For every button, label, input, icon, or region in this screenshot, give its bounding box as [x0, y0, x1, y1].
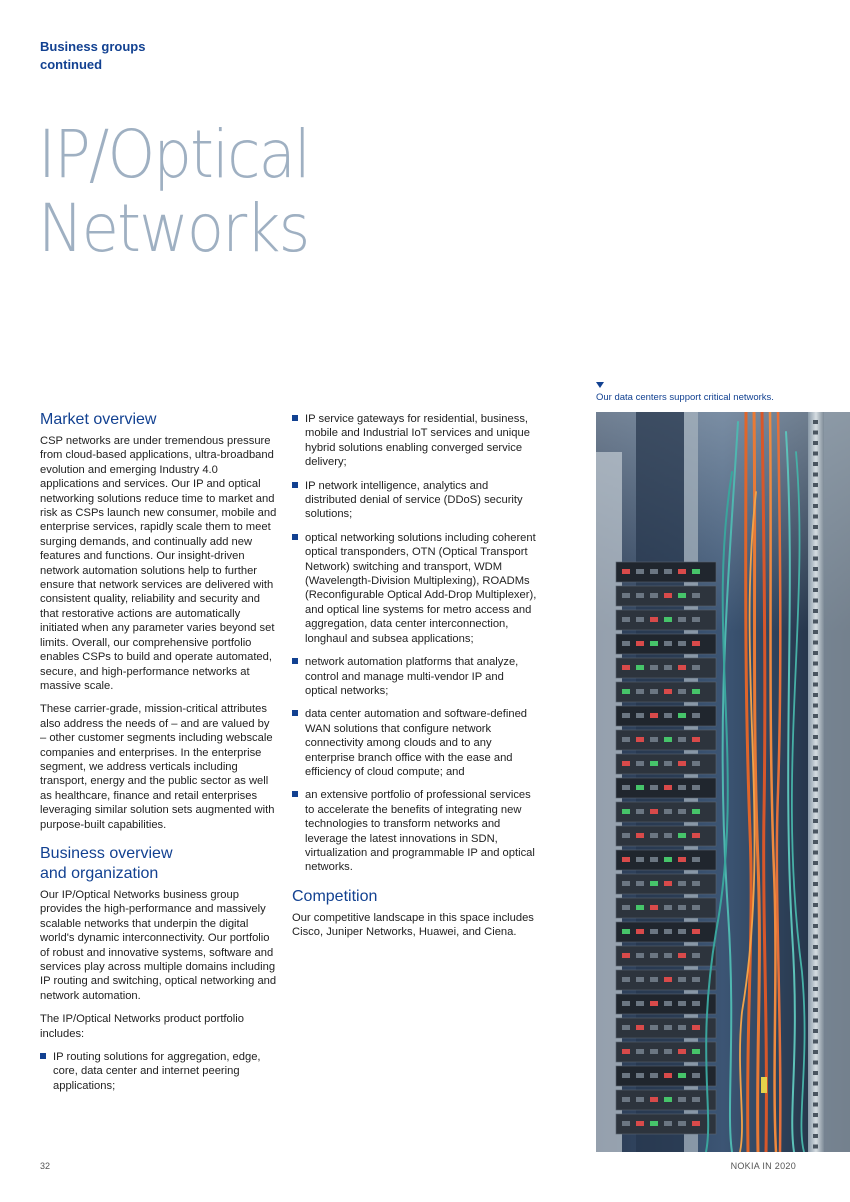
server-led — [678, 665, 686, 670]
rail-hole — [813, 924, 818, 928]
server-led — [678, 1073, 686, 1078]
rail-hole — [813, 1113, 818, 1117]
server-led — [636, 569, 644, 574]
report-name: NOKIA IN 2020 — [730, 1161, 796, 1171]
business-overview-heading-line2: and organization — [40, 864, 159, 882]
market-overview-para2: These carrier-grade, mission-critical attributes also address the needs of – and are valued by – other customer segments including webscale companies and enterprises. In the enterprise segment, we address verticals including transport, energy and the public sector as well as healthcare, finance and retail enterprises leveraging similar solution sets augmented with purpose-built capabilities. — [40, 703, 275, 831]
business-overview-para1: Our IP/Optical Networks business group provides the high-performance and massively scalable networks that underpin the digital world's dynamic interconnectivity. Our portfolio of robust and innovative systems, software and services play across multiple domains including IP routing and switching, optical networking and network automation. — [40, 888, 277, 1002]
server-led — [678, 1001, 686, 1006]
portfolio-list-left — [40, 1050, 278, 1093]
rail-hole — [813, 1029, 818, 1033]
rail-hole — [813, 735, 818, 739]
server-led — [622, 1097, 630, 1102]
rail-hole — [813, 557, 818, 561]
rail-hole — [813, 704, 818, 708]
server-led — [650, 953, 658, 958]
server-led — [664, 905, 672, 910]
server-led — [636, 1097, 644, 1102]
server-led — [650, 1001, 658, 1006]
server-led — [692, 905, 700, 910]
server-led — [636, 1049, 644, 1054]
server-led — [692, 785, 700, 790]
rail-hole — [813, 725, 818, 729]
server-led — [636, 833, 644, 838]
rail-hole — [813, 693, 818, 697]
rail-hole — [813, 504, 818, 508]
server-led — [622, 833, 630, 838]
server-led — [650, 641, 658, 646]
server-led — [622, 857, 630, 862]
page-number: 32 — [40, 1161, 51, 1171]
server-led — [622, 1121, 630, 1126]
rail-hole — [813, 893, 818, 897]
rail-hole — [813, 1061, 818, 1065]
rail-hole — [813, 1124, 818, 1128]
page-title-line2: Networks — [38, 190, 309, 267]
server-led — [650, 761, 658, 766]
server-led — [636, 857, 644, 862]
list-item: IP network intelligence, analytics and distributed denial of service (DDoS) security solutions; — [292, 479, 538, 522]
rail-hole — [813, 1092, 818, 1096]
rail-hole — [813, 452, 818, 456]
rail-hole — [813, 1145, 818, 1149]
bullet-square-icon — [40, 1053, 46, 1059]
rail-hole — [813, 798, 818, 802]
server-led — [664, 593, 672, 598]
server-led — [678, 569, 686, 574]
server-led — [636, 1001, 644, 1006]
server-led — [636, 905, 644, 910]
server-led — [678, 905, 686, 910]
server-led — [636, 881, 644, 886]
server-led — [636, 617, 644, 622]
rail-hole — [813, 1050, 818, 1054]
server-led — [650, 857, 658, 862]
rail-hole — [813, 788, 818, 792]
server-led — [692, 1049, 700, 1054]
rail-hole — [813, 609, 818, 613]
server-led — [636, 641, 644, 646]
list-item: data center automation and software-defined WAN solutions that configure network connectivity among clouds and to any enterprise branch office with the ease and efficiency of cloud compute; and — [292, 707, 538, 779]
page-title-line1: IP/Optical — [38, 116, 310, 193]
server-led — [678, 929, 686, 934]
rail-hole — [813, 620, 818, 624]
server-led — [664, 1001, 672, 1006]
server-led — [678, 761, 686, 766]
rail-hole — [813, 515, 818, 519]
rail-hole — [813, 882, 818, 886]
rail-hole — [813, 830, 818, 834]
rail-hole — [813, 641, 818, 645]
server-led — [650, 1097, 658, 1102]
server-led — [636, 761, 644, 766]
rail-hole — [813, 1071, 818, 1075]
server-led — [664, 617, 672, 622]
server-led — [650, 737, 658, 742]
server-led — [678, 857, 686, 862]
rail-hole — [813, 431, 818, 435]
server-led — [622, 737, 630, 742]
server-led — [650, 1049, 658, 1054]
server-led — [678, 881, 686, 886]
server-led — [692, 1121, 700, 1126]
server-led — [650, 977, 658, 982]
server-led — [678, 833, 686, 838]
server-led — [622, 593, 630, 598]
business-overview-para2: The IP/Optical Networks product portfolio includes: — [40, 1013, 244, 1040]
server-led — [664, 857, 672, 862]
rail-hole — [813, 935, 818, 939]
bullet-square-icon — [292, 482, 298, 488]
competition-heading: Competition — [292, 887, 378, 905]
list-item: optical networking solutions including coherent optical transponders, OTN (Optical Transport Network) switching and transport, WDM (Wavelength-Division Multiplexing), ROADMs (Reconfigurable Optical Add-Drop Multiplexer), and optical line systems for metro access and aggregation, data center interconnection, longhaul and subsea applications; — [292, 531, 538, 646]
server-led — [622, 569, 630, 574]
rail-hole — [813, 1103, 818, 1107]
rail-hole — [813, 777, 818, 781]
server-led — [622, 1073, 630, 1078]
portfolio-list-right — [292, 412, 538, 875]
server-led — [622, 929, 630, 934]
server-led — [664, 1073, 672, 1078]
server-led — [692, 713, 700, 718]
server-led — [636, 977, 644, 982]
bullet-square-icon — [292, 658, 298, 664]
section-tag-line2: continued — [40, 57, 103, 72]
server-led — [622, 713, 630, 718]
competition-para: Our competitive landscape in this space includes Cisco, Juniper Networks, Huawei, and Ciena. — [292, 911, 534, 939]
server-led — [664, 881, 672, 886]
server-led — [692, 929, 700, 934]
server-led — [664, 977, 672, 982]
rail-hole — [813, 819, 818, 823]
rail-hole — [813, 966, 818, 970]
server-led — [678, 689, 686, 694]
bullet-square-icon — [292, 534, 298, 540]
rail-hole — [813, 851, 818, 855]
rail-hole — [813, 473, 818, 477]
rail-hole — [813, 914, 818, 918]
rail-hole — [813, 767, 818, 771]
server-led — [664, 569, 672, 574]
rail-hole — [813, 746, 818, 750]
server-led — [664, 665, 672, 670]
server-led — [692, 737, 700, 742]
server-led — [692, 1073, 700, 1078]
server-led — [692, 1097, 700, 1102]
server-led — [664, 1097, 672, 1102]
server-led — [678, 977, 686, 982]
server-led — [636, 785, 644, 790]
rail-hole — [813, 809, 818, 813]
middle-column — [292, 412, 538, 949]
rail-hole — [813, 567, 818, 571]
server-led — [664, 713, 672, 718]
rail-hole — [813, 651, 818, 655]
server-led — [664, 929, 672, 934]
server-led — [622, 617, 630, 622]
rail-hole — [813, 1082, 818, 1086]
server-led — [636, 929, 644, 934]
server-led — [636, 953, 644, 958]
server-led — [622, 689, 630, 694]
rail-hole — [813, 756, 818, 760]
data-center-photo — [596, 412, 850, 1152]
server-led — [664, 641, 672, 646]
server-led — [622, 881, 630, 886]
server-led — [622, 1001, 630, 1006]
rail-hole — [813, 525, 818, 529]
server-led — [636, 1025, 644, 1030]
server-led — [650, 833, 658, 838]
server-led — [636, 689, 644, 694]
market-overview-para1: CSP networks are under tremendous pressure from cloud-based applications, ultra-broadband evolution and emerging Industry 4.0 applications and services. Our IP and optical networking solutions reduce time to market and risk as CSPs launch new consumer, mobile and enterprise services, rapidly scale them to meet surging demands, and continually add new features and functions. Our insight-driven network automation solutions help to further ensure that network services are delivered with consistent quality, reliability and security and that restorative actions are automatically initiated when any parameter varies beyond set limits. Overall, our comprehensive portfolio enables CSPs to build and operate automated, secure, and high-performance networks at massive scale. — [40, 435, 277, 692]
server-led — [664, 1121, 672, 1126]
business-overview-heading-line1: Business overview — [40, 844, 173, 862]
rail-hole — [813, 536, 818, 540]
server-led — [678, 809, 686, 814]
rail-hole — [813, 420, 818, 424]
server-led — [636, 593, 644, 598]
list-item: an extensive portfolio of professional services to accelerate the benefits of integrating new technologies to transform networks and leverage the latest innovations in SDN, virtualization and programmable IP and optical networks. — [292, 788, 538, 874]
server-led — [622, 977, 630, 982]
rail-hole — [813, 956, 818, 960]
server-led — [664, 761, 672, 766]
server-led — [692, 977, 700, 982]
rail-hole — [813, 683, 818, 687]
rail-hole — [813, 1008, 818, 1012]
server-led — [692, 881, 700, 886]
rail-hole — [813, 462, 818, 466]
server-led — [622, 1049, 630, 1054]
rail-hole — [813, 599, 818, 603]
server-led — [622, 761, 630, 766]
server-led — [650, 809, 658, 814]
server-led — [650, 593, 658, 598]
server-led — [650, 881, 658, 886]
server-led — [678, 1049, 686, 1054]
rail-hole — [813, 872, 818, 876]
rail-hole — [813, 1040, 818, 1044]
rail-hole — [813, 987, 818, 991]
server-led — [650, 1121, 658, 1126]
server-led — [678, 953, 686, 958]
server-led — [692, 689, 700, 694]
server-led — [622, 785, 630, 790]
list-item: IP routing solutions for aggregation, edge, core, data center and internet peering applications; — [40, 1050, 278, 1093]
server-led — [650, 905, 658, 910]
server-led — [636, 713, 644, 718]
server-led — [664, 1025, 672, 1030]
rail-hole — [813, 441, 818, 445]
rail-hole — [813, 672, 818, 676]
bullet-square-icon — [292, 415, 298, 421]
server-led — [650, 1073, 658, 1078]
list-item: IP service gateways for residential, business, mobile and Industrial IoT services and unique hybrid solutions enabling converged service delivery; — [292, 412, 538, 470]
server-led — [678, 617, 686, 622]
bullet-square-icon — [292, 791, 298, 797]
page-title — [38, 118, 309, 266]
server-led — [678, 713, 686, 718]
server-led — [692, 665, 700, 670]
rail-hole — [813, 1019, 818, 1023]
server-led — [678, 641, 686, 646]
server-led — [678, 1025, 686, 1030]
server-led — [692, 833, 700, 838]
server-led — [622, 665, 630, 670]
rail-hole — [813, 578, 818, 582]
rail-hole — [813, 840, 818, 844]
rail-hole — [813, 1134, 818, 1138]
section-tag-line1: Business groups — [40, 39, 146, 54]
server-led — [678, 785, 686, 790]
server-led — [636, 1121, 644, 1126]
rail-hole — [813, 483, 818, 487]
server-led — [664, 737, 672, 742]
server-led — [636, 809, 644, 814]
server-rack-illustration — [596, 412, 850, 1152]
server-led — [692, 809, 700, 814]
caption-triangle-icon — [596, 382, 604, 388]
server-led — [650, 1025, 658, 1030]
server-led — [678, 1121, 686, 1126]
server-led — [692, 953, 700, 958]
server-led — [692, 761, 700, 766]
server-led — [622, 641, 630, 646]
server-led — [622, 809, 630, 814]
server-led — [664, 809, 672, 814]
rail-hole — [813, 588, 818, 592]
server-led — [622, 1025, 630, 1030]
market-overview-heading: Market overview — [40, 411, 157, 428]
business-overview-heading — [40, 844, 278, 884]
left-column — [40, 410, 278, 1102]
photo-caption-text: Our data centers support critical networks. — [596, 392, 774, 403]
rail-hole — [813, 945, 818, 949]
server-led — [664, 785, 672, 790]
server-led — [664, 689, 672, 694]
server-led — [692, 593, 700, 598]
list-item: network automation platforms that analyze, control and manage multi-vendor IP and optical networks; — [292, 655, 538, 698]
rail-hole — [813, 494, 818, 498]
server-led — [650, 929, 658, 934]
server-led — [664, 833, 672, 838]
rail-hole — [813, 546, 818, 550]
server-led — [692, 641, 700, 646]
rail-hole — [813, 903, 818, 907]
server-led — [664, 1049, 672, 1054]
server-led — [636, 665, 644, 670]
rail-hole — [813, 630, 818, 634]
section-tag — [40, 38, 145, 74]
rail-hole — [813, 998, 818, 1002]
rail-hole — [813, 714, 818, 718]
server-led — [692, 1001, 700, 1006]
server-led — [664, 953, 672, 958]
server-led — [692, 857, 700, 862]
rail-hole — [813, 977, 818, 981]
photo-caption — [596, 382, 846, 404]
server-led — [650, 785, 658, 790]
rail-hole — [813, 662, 818, 666]
bullet-square-icon — [292, 710, 298, 716]
server-led — [678, 1097, 686, 1102]
server-led — [636, 1073, 644, 1078]
server-led — [650, 689, 658, 694]
rail-hole — [813, 861, 818, 865]
server-led — [678, 593, 686, 598]
server-led — [692, 617, 700, 622]
server-led — [692, 1025, 700, 1030]
server-led — [650, 617, 658, 622]
server-led — [650, 665, 658, 670]
server-led — [636, 737, 644, 742]
server-led — [650, 713, 658, 718]
server-led — [678, 737, 686, 742]
server-led — [622, 905, 630, 910]
server-led — [622, 953, 630, 958]
server-led — [650, 569, 658, 574]
server-led — [692, 569, 700, 574]
